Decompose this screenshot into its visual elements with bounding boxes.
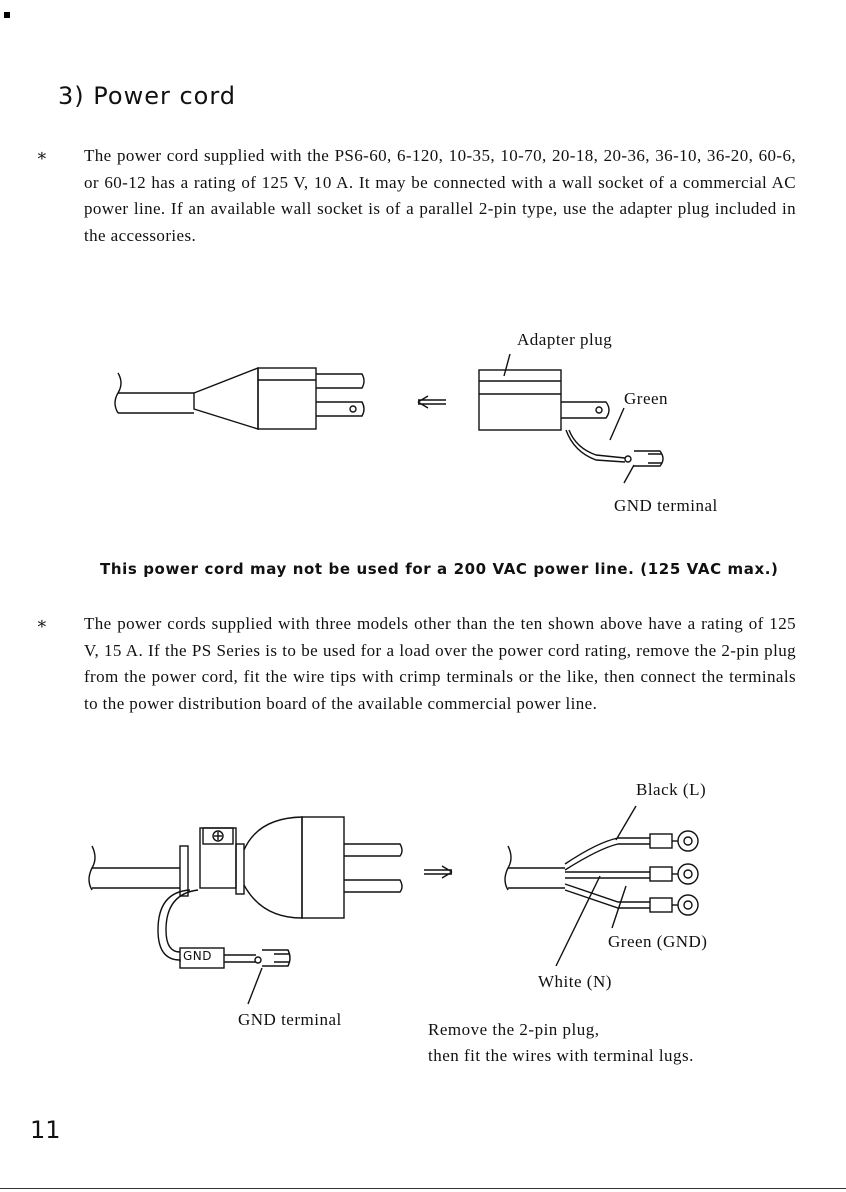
bullet-star: ∗ [36, 146, 48, 165]
gnd-terminal-label: GND terminal [614, 496, 718, 515]
paragraph-2-text: The power cords supplied with three models other than the ten shown above have a rating of 125 V, 15 A. If the PS Series is to be used for a load over the power cord rating, remove the 2-pin plug from the power cord, fit the wire tips with crimp terminals or the like, then connect the terminals to the power distribution board of the available commercial power line. [84, 614, 796, 713]
bullet-star: ∗ [36, 614, 48, 633]
adapter-plug-drawing [479, 354, 663, 483]
gnd-box-label: GND [183, 949, 213, 963]
adapter-plug-label: Adapter plug [517, 330, 613, 349]
footer-line [0, 1188, 846, 1189]
right-arrow-icon [424, 866, 452, 878]
plug-with-gnd-drawing [89, 817, 402, 1004]
three-prong-plug-drawing [115, 368, 364, 429]
green-gnd-wire-label: Green (GND) [608, 932, 708, 951]
paragraph-1-text: The power cord supplied with the PS6-60, 6-120, 10-35, 10-70, 20-18, 20-36, 36-10, 36-20, 60-6, or 60-12 has a rating of 125 V, 10 A. It may be connected with a wall socket of a commercial AC power line. If an available wall socket is of a parallel 2-pin type, use the adapter plug included in the accessories. [84, 146, 796, 245]
left-arrow-icon [418, 396, 446, 408]
green-wire-label: Green [624, 389, 669, 408]
caption-line-1: Remove the 2-pin plug, [428, 1020, 600, 1039]
page-number: 11 [30, 1116, 61, 1144]
voltage-warning: This power cord may not be used for a 200 VAC power line. (125 VAC max.) [100, 560, 779, 578]
gnd-terminal-label-2: GND terminal [238, 1010, 342, 1029]
section-title: 3) Power cord [58, 82, 237, 110]
black-wire-label: Black (L) [636, 780, 707, 799]
caption-line-2: then fit the wires with terminal lugs. [428, 1046, 694, 1065]
white-wire-label: White (N) [538, 972, 612, 991]
paragraph-15a-cords [36, 611, 796, 717]
